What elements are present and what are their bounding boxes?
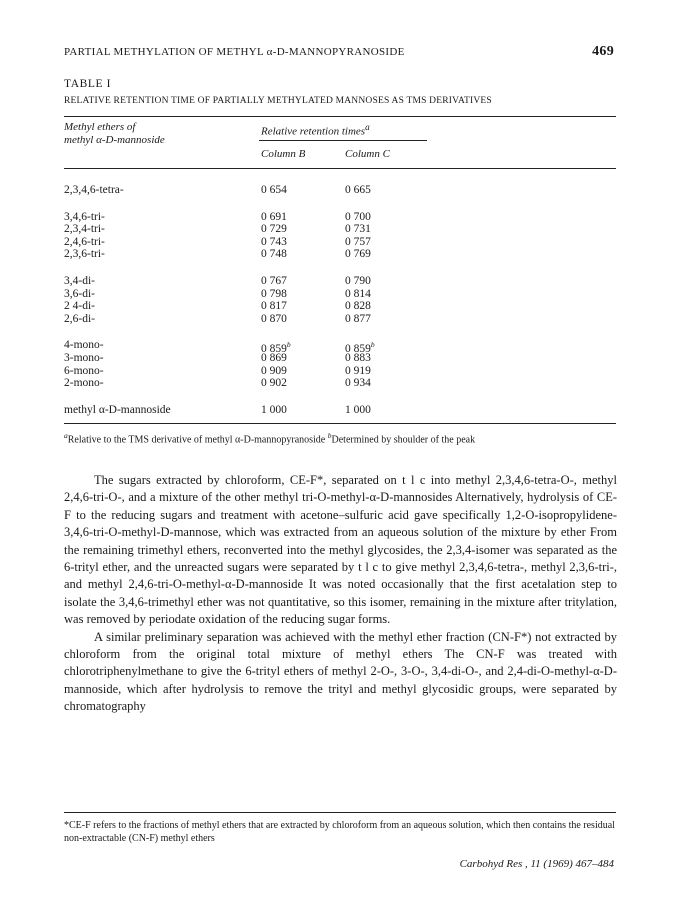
page-number: 469 (592, 44, 614, 59)
table-row-name (64, 183, 124, 197)
table-cell-column-c-value: 0 859 (345, 343, 371, 356)
footnote-a: Relative to the TMS derivative of methyl α-D-mannopyranoside (67, 434, 326, 446)
table-row-name-value: 4-mono- (64, 339, 104, 352)
table-cell-column-b-value: 0 902 (261, 377, 287, 390)
table-cell-column-c (345, 376, 371, 390)
table-row-name-value: 3,6-di- (64, 287, 95, 300)
table-cell-column-c-value: 0 919 (345, 364, 371, 377)
table-label: TABLE I (64, 78, 112, 90)
table-cell-column-b (261, 247, 287, 261)
table-row-name-value: 3,4-di- (64, 275, 95, 287)
table-cell-column-b (261, 183, 287, 197)
paragraph-2: A similar preliminary separation was achieved with the methyl ether fraction (CN-F*) not extracted by chloroform from the original total mixture of methyl ethers The CN-F was treated with chlorotriphenylmethane to give the 6-trityl ethers of methyl 2-O-, 3-O-, 3,4-di-O-, and 2,4-di-O-methyl-α-D-mannoside, which after hydrolysis to remove the trityl and methyl glycosidic groups, were separated by chromatography (64, 629, 617, 714)
table-cell-column-b-value: 0 859 (261, 343, 287, 356)
table-row-name-value: 2 4-di- (64, 300, 95, 313)
table-header-rule (64, 168, 616, 169)
table-footnotes (64, 430, 616, 447)
table-cell-column-b-value: 0 817 (261, 300, 287, 313)
table-cell-column-c-value: 1 000 (345, 403, 371, 416)
table-cell-column-b-value: 0 748 (261, 248, 287, 261)
table-cell-column-b-value: 0 870 (261, 312, 287, 325)
footnote-a-mark: a (64, 431, 68, 440)
table-row-name-value: 2,3,6-tri- (64, 248, 105, 261)
table-cell-column-c (345, 403, 371, 417)
table-cell-column-c-value: 0 790 (345, 275, 371, 287)
paragraph-1: The sugars extracted by chloroform, CE-F*, separated on t l c into methyl 2,3,4,6-tetra-O-, methyl 2,4,6-tri-O-, and a mixture of the other methyl tri-O-methyl-α-D-mannosides Alternatively, hydrolysis of CE-F to the reducing sugars and treatment with acetone–sulfuric acid gave specifically 1,2-O-isopropylidene-3,4,6-tri-O-methyl-D-mannose, which was extracted from an aqueous solution of the mixture by ether From the remaining trimethyl ethers, reconverted into the methyl glycosides, the 2,3,4-isomer was separated as the 6-trityl ether, and the unreacted sugars were separated by t l c to give methyl 2,3,4,6-tetra-, methyl 2,3,6-tri-, and methyl 2,4,6-tri-O-methyl-α-D-mannoside It was noted occasionally that the first acetalation step to isolate the 3,4,6-trimethyl ether was not quantitative, so this isomer, remaining in the mixture after tritylation, was removed by periodate oxidation of the reducing sugar forms. (64, 473, 617, 627)
table-row-name (64, 247, 105, 261)
table-row-name-value: 3-mono- (64, 352, 104, 364)
table-cell-column-b-value: 0 767 (261, 275, 287, 287)
footnote-b: Determined by shoulder of the peak (331, 434, 476, 446)
running-head (64, 44, 614, 60)
col-header-retention (261, 121, 370, 139)
table-caption: RELATIVE RETENTION TIME OF PARTIALLY METHYLATED MANNOSES AS TMS DERIVATIVES (64, 96, 492, 106)
table-cell-column-c-value: 0 814 (345, 287, 371, 300)
table-row-name (64, 376, 104, 390)
table-row-name-value: 2,3,4,6-tetra- (64, 184, 124, 196)
page-footnote: *CE-F refers to the fractions of methyl ethers that are extracted by chloroform from an aqueous solution, which then contains the residual non-extractable (CN-F) methyl ethers (64, 820, 615, 844)
table-cell-column-b-value: 1 000 (261, 403, 287, 416)
table-cell-column-c (345, 183, 371, 197)
body-text (64, 472, 617, 716)
table-row-name (64, 403, 171, 417)
table-cell-column-b (261, 403, 287, 417)
table-cell-column-b-value: 0 691 (261, 210, 287, 223)
table-cell-column-c-value: 0 877 (345, 312, 371, 325)
table-cell-note: b (370, 340, 375, 350)
table-row-name-value: methyl α-D-mannoside (64, 403, 171, 416)
table-cell-column-b-value: 0 869 (261, 352, 287, 364)
col-header-c: Column C (345, 148, 390, 160)
table-cell-column-b (261, 376, 287, 390)
col-header-methyl-ethers (64, 121, 165, 147)
table-row-name-value: 2-mono- (64, 377, 104, 390)
table-cell-column-c (345, 247, 371, 261)
table-cell-column-b-value: 0 729 (261, 223, 287, 236)
table-cell-column-c-value: 0 665 (345, 184, 371, 196)
col-header-line2: methyl α-D-mannoside (64, 134, 165, 146)
table-cell-column-b-value: 0 909 (261, 364, 287, 377)
table-cell-column-b-value: 0 798 (261, 287, 287, 300)
table-cell-column-c (345, 312, 371, 326)
col-header-retention-text: Relative retention times (261, 125, 366, 138)
table-cell-column-c-value: 0 700 (345, 210, 371, 223)
table-row-name (64, 312, 95, 326)
running-title: PARTIAL METHYLATION OF METHYL α-D-MANNOPYRANOSIDE (64, 46, 405, 58)
table-cell-column-b-value: 0 743 (261, 235, 287, 248)
journal-reference: Carbohyd Res , 11 (1969) 467–484 (459, 858, 614, 870)
table-row-name-value: 3,4,6-tri- (64, 210, 105, 223)
footnote-b-mark: b (327, 431, 332, 440)
col-header-b: Column B (261, 148, 306, 160)
table-cell-note: b (286, 340, 291, 350)
col-header-retention-note: a (365, 122, 370, 132)
table-bottom-rule (64, 423, 616, 424)
table-cell-column-c-value: 0 731 (345, 223, 371, 236)
table-top-rule (64, 116, 616, 117)
table-row-name-value: 2,4,6-tri- (64, 235, 105, 248)
table-cell-column-c-value: 0 883 (345, 352, 371, 364)
table-cell-column-b-value: 0 654 (261, 184, 287, 196)
spanner-rule (259, 140, 427, 141)
table-cell-column-c-value: 0 769 (345, 248, 371, 261)
table-row-name-value: 2,6-di- (64, 312, 95, 325)
footnote-rule (64, 812, 616, 813)
table-row-name-value: 6-mono- (64, 364, 104, 377)
col-header-line1: Methyl ethers of (64, 121, 136, 133)
table-cell-column-c-value: 0 828 (345, 300, 371, 313)
table-cell-column-b (261, 312, 287, 326)
table-cell-column-c-value: 0 757 (345, 235, 371, 248)
table-cell-column-c-value: 0 934 (345, 377, 371, 390)
table-row-name-value: 2,3,4-tri- (64, 223, 105, 236)
